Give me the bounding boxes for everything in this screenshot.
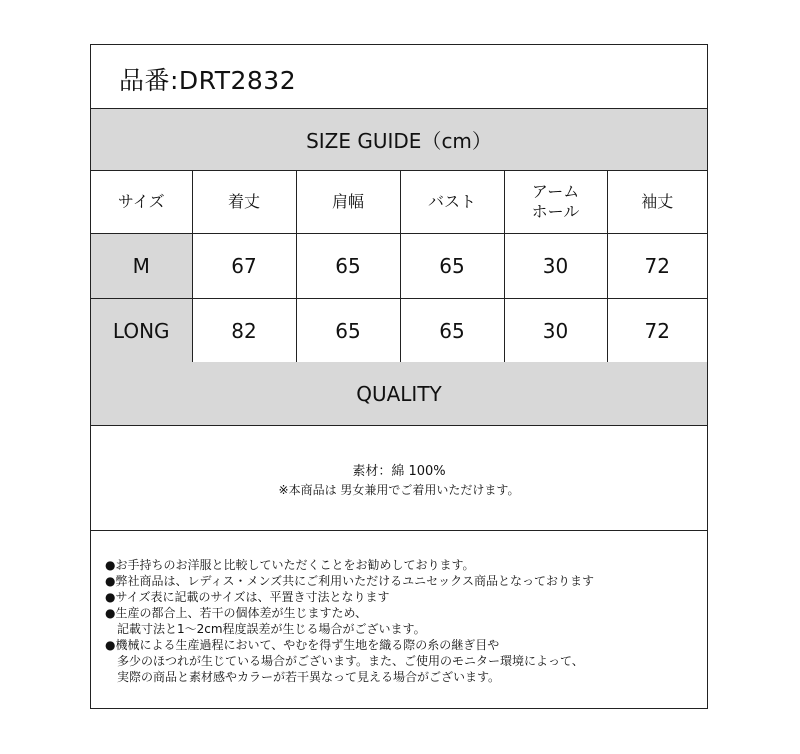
- cell-long-length: 82: [192, 299, 296, 364]
- note-line: ●生産の都合上、若干の個体差が生じますため、: [105, 606, 367, 620]
- column-header-armhole: アーム ホール: [504, 171, 607, 234]
- column-header-shoulder: 肩幅: [296, 171, 400, 234]
- note-line: 記載寸法と1～2cm程度誤差が生じる場合がございます。: [105, 622, 426, 636]
- column-header-length: 着丈: [192, 171, 296, 234]
- quality-title: QUALITY: [356, 381, 442, 406]
- material-text: 素材：綿 100%: [352, 464, 446, 479]
- unisex-note: ※本商品は 男女兼用でご着用いただけます。: [278, 483, 520, 497]
- column-header-size: サイズ: [91, 171, 192, 234]
- cell-m-armhole: 30: [504, 234, 607, 299]
- note-line: ●弊社商品は、レディス・メンズ共にご利用いただけるユニセックス商品となっております: [105, 574, 595, 588]
- note-line: ●サイズ表に記載のサイズは、平置き寸法となります: [105, 590, 390, 604]
- column-header-sleeve: 袖丈: [607, 171, 707, 234]
- cell-long-sleeve: 72: [607, 299, 707, 364]
- note-line: ●お手持ちのお洋服と比較していただくことをお勧めしております。: [105, 558, 475, 572]
- product-number-row: [91, 45, 707, 109]
- row-label-m: M: [91, 234, 192, 299]
- cell-long-armhole: 30: [504, 299, 607, 364]
- quality-details: [91, 426, 707, 531]
- quality-heading: [91, 362, 707, 426]
- cell-m-bust: 65: [400, 234, 504, 299]
- column-header-bust: バスト: [400, 171, 504, 234]
- size-table: [91, 171, 707, 363]
- note-line: 多少のほつれが生じている場合がございます。また、ご使用のモニター環境によって、: [105, 654, 584, 668]
- table-row: [91, 234, 707, 299]
- notes-list: [105, 557, 695, 685]
- size-table-header: [91, 171, 707, 234]
- product-number: 品番:DRT2832: [119, 66, 297, 95]
- size-guide-title: SIZE GUIDE（cm）: [306, 129, 492, 153]
- cell-m-sleeve: 72: [607, 234, 707, 299]
- cell-long-bust: 65: [400, 299, 504, 364]
- cell-m-length: 67: [192, 234, 296, 299]
- cell-m-shoulder: 65: [296, 234, 400, 299]
- size-guide-card: [90, 44, 708, 709]
- table-row: [91, 299, 707, 364]
- note-line: 実際の商品と素材感やカラーが若干異なって見える場合がございます。: [105, 670, 501, 684]
- size-guide-heading: [91, 109, 707, 171]
- row-label-long: LONG: [91, 299, 192, 364]
- note-line: ●機械による生産過程において、やむを得ず生地を織る際の糸の継ぎ目や: [105, 638, 500, 652]
- cell-long-shoulder: 65: [296, 299, 400, 364]
